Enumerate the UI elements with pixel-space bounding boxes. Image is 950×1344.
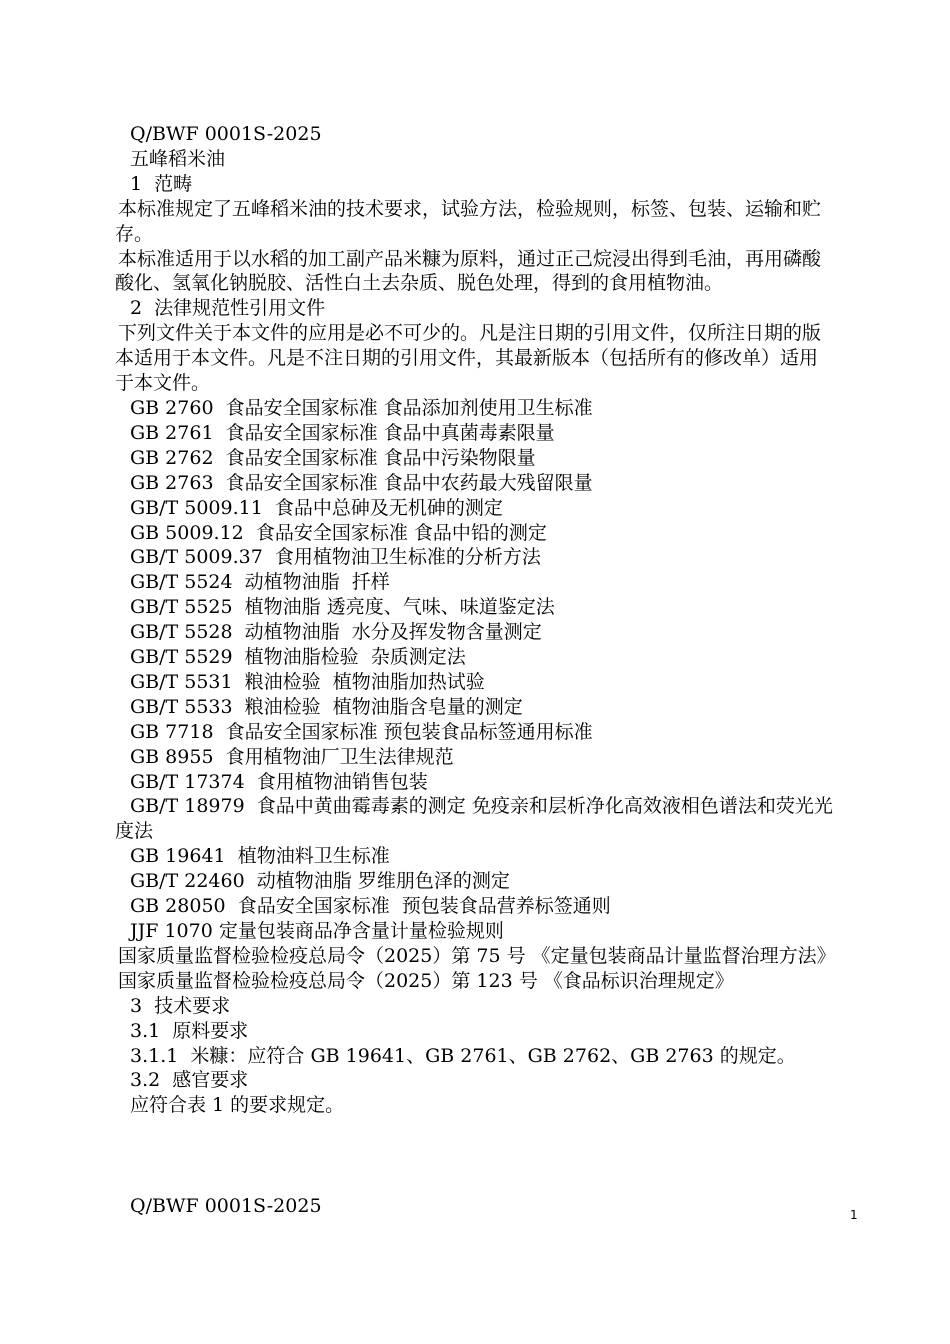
text-line: GB/T 5529 植物油脂检验 杂质测定法 (130, 646, 466, 669)
text-line: GB 2760 食品安全国家标准 食品添加剂使用卫生标准 (130, 396, 593, 419)
text-line: GB/T 22460 动植物油脂 罗维朋色泽的测定 (130, 870, 510, 893)
text-line: 3.1 原料要求 (130, 1019, 249, 1042)
text-line: 下列文件关于本文件的应用是必不可少的。凡是注日期的引用文件，仅所注日期的版本适用于本文件。凡是不注日期的引用文件，其最新版本（包括所有的修改单）适用于本文件。 (115, 322, 822, 395)
text-line: 五峰稻米油 (130, 147, 226, 170)
text-line: GB 19641 植物油料卫生标准 (130, 845, 390, 868)
text-line: 应符合表 1 的要求规定。 (130, 1094, 345, 1117)
footer-doc-code: Q/BWF 0001S-2025 (130, 1195, 322, 1217)
text-line: GB 5009.12 食品安全国家标准 食品中铅的测定 (130, 521, 547, 544)
text-line: GB/T 5531 粮油检验 植物油脂加热试验 (130, 670, 485, 693)
text-line: GB/T 5009.37 食用植物油卫生标准的分析方法 (130, 546, 541, 569)
text-line: 本标准适用于以水稻的加工副产品米糠为原料，通过正己烷浸出得到毛油，再用磷酸酸化、氢氧化钠脱胶、活性白土去杂质、脱色处理，得到的食用植物油。 (115, 247, 822, 295)
text-line: JJF 1070 定量包装商品净含量计量检验规则 (130, 920, 504, 942)
text-line: GB 2761 食品安全国家标准 食品中真菌毒素限量 (130, 421, 555, 444)
text-line: 2 法律规范性引用文件 (130, 297, 326, 320)
document-body (115, 122, 836, 1118)
text-line: 3 技术要求 (130, 994, 231, 1017)
text-line: 国家质量监督检验检疫总局令（2025）第 123 号 《食品标识治理规定》 (118, 969, 734, 992)
text-line: GB 2762 食品安全国家标准 食品中污染物限量 (130, 446, 536, 469)
text-line: GB/T 5524 动植物油脂 扦样 (130, 571, 390, 594)
text-line: GB/T 5533 粮油检验 植物油脂含皂量的测定 (130, 695, 523, 718)
text-line: GB 8955 食用植物油厂卫生法律规范 (130, 745, 454, 768)
text-line: 本标准规定了五峰稻米油的技术要求，试验方法，检验规则，标签、包装、运输和贮存。 (115, 197, 822, 245)
text-line: GB 7718 食品安全国家标准 预包装食品标签通用标准 (130, 720, 593, 743)
text-line: GB 28050 食品安全国家标准 预包装食品营养标签通则 (130, 895, 611, 918)
text-line: GB/T 5528 动植物油脂 水分及挥发物含量测定 (130, 621, 542, 644)
text-line: Q/BWF 0001S-2025 (130, 123, 322, 145)
text-line: 国家质量监督检验检疫总局令（2025）第 75 号 《定量包装商品计量监督治理方法》 (118, 944, 836, 967)
page-number: 1 (850, 1208, 858, 1222)
text-line: 3.2 感官要求 (130, 1069, 249, 1092)
text-line: GB/T 18979 食品中黄曲霉毒素的测定 免疫亲和层析净化高效液相色谱法和荧光光度法 (115, 795, 833, 843)
text-line: 3.1.1 米糠：应符合 GB 19641、GB 2761、GB 2762、GB 2763 的规定。 (130, 1044, 796, 1067)
text-line: GB/T 17374 食用植物油销售包装 (130, 770, 428, 793)
text-line: GB/T 5525 植物油脂 透亮度、气味、味道鉴定法 (130, 596, 555, 619)
text-line: 1 范畴 (130, 172, 193, 195)
text-line: GB 2763 食品安全国家标准 食品中农药最大残留限量 (130, 471, 593, 494)
text-line: GB/T 5009.11 食品中总砷及无机砷的测定 (130, 496, 503, 519)
